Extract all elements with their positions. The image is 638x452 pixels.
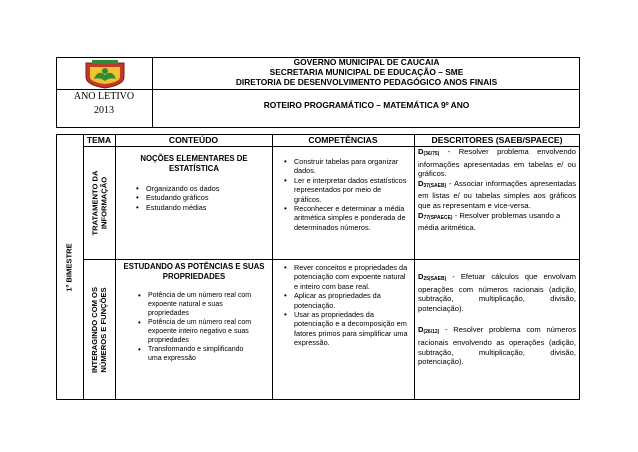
row2-conteudo	[118, 262, 270, 363]
descritor-item: $D_{77(SPAECE)}$ - Resolver problemas usando a média aritmética.	[418, 210, 561, 233]
row1-descritores	[418, 147, 576, 233]
col-header-competencias: COMPETÊNCIAS	[308, 135, 378, 145]
header-line-2: SECRETARIA MUNICIPAL DE EDUCAÇÃO – SME	[269, 67, 464, 77]
row1-conteudo-title: NOÇÕES ELEMENTARES DE ESTATÍSTICA	[140, 154, 248, 173]
list-item: • Estudando médias	[134, 203, 270, 212]
logo	[82, 59, 128, 89]
list-item: • Rever conceitos e propriedades da potenciação com expoente natural e inteiro com base real.	[282, 263, 410, 291]
list-item: • Potência de um número real com expoente inteiro negativo e suas propriedades	[136, 318, 258, 345]
descritor-item: $D_{(26/12)}$ - Resolver problema com números racionais envolvendo as operações (adição, subtração, multiplicação, divisão, potenciação).	[418, 325, 576, 367]
row1-tema	[83, 147, 115, 259]
ano-letivo-label: ANO LETIVO	[73, 91, 135, 102]
descritor-item: $D_{37(SAEB)}$ - Associar informações apresentadas em listas e/ ou tabelas simples aos gráficos que as representam e vice-versa.	[418, 178, 576, 210]
list-item: • Ler e interpretar dados estatísticos representados por meio de gráficos.	[282, 176, 408, 204]
row2-tema-text: INTERAGINDO COM OS NÚMEROS E FUNÇÕES	[90, 286, 109, 374]
col-divider-2	[115, 134, 116, 400]
row2-tema	[83, 260, 115, 400]
row2-competencias	[282, 263, 410, 348]
list-item: • Organizando os dados	[134, 184, 270, 193]
row1-conteudo	[118, 154, 270, 212]
list-item: • Aplicar as propriedades da potenciação.	[282, 291, 410, 310]
roteiro-title: ROTEIRO PROGRAMÁTICO – MATEMÁTICA 9º ANO	[263, 100, 470, 110]
row1-competencias	[282, 157, 408, 232]
ano-letivo-value: 2013	[94, 105, 114, 116]
bimestre-label	[56, 134, 83, 400]
row1-conteudo-list	[118, 184, 270, 212]
descritor-item: $D_{(36/75)}$ - Resolver problema envolvendo informações apresentadas em tabelas e/ ou gráficos.	[418, 147, 576, 179]
header-line-1: GOVERNO MUNICIPAL DE CAUCAIA	[293, 57, 440, 67]
col-header-conteudo: CONTEÚDO	[168, 135, 219, 145]
list-item: • Construir tabelas para organizar dados.	[282, 157, 408, 176]
list-item: • Estudando gráficos	[134, 193, 270, 202]
row2-conteudo-title: ESTUDANDO AS POTÊNCIAS E SUAS PROPRIEDADES	[123, 262, 265, 281]
list-item: • Reconhecer e determinar a média aritmética simples e ponderada de determinados números.	[282, 204, 408, 232]
col-header-descritores: DESCRITORES (SAEB/SPAECE)	[431, 135, 563, 145]
row2-conteudo-list	[118, 291, 270, 363]
col-header-tema: TEMA	[86, 135, 112, 145]
col-divider-4	[414, 134, 415, 400]
row-divider	[83, 259, 580, 260]
list-item: • Transformando e simplificando uma expressão	[136, 345, 258, 363]
list-item: • Potência de um número real com expoente natural e suas propriedades	[136, 291, 258, 318]
row2-descritores	[418, 272, 576, 367]
caucaia-coat-of-arms-icon	[82, 59, 128, 89]
col-divider-3	[272, 134, 273, 400]
descritor-item: $D_{25(SAEB)}$ - Efetuar cálculos que envolvam operações com números racionais (adição, subtração, multiplicação, divisão, potenciação).	[418, 272, 576, 313]
bimestre-text: 1º BIMESTRE	[65, 242, 74, 292]
list-item: • Usar as propriedades da potenciação e a decomposição em fatores primos para simplificar uma expressão.	[282, 310, 410, 348]
header-line-3: DIRETORIA DE DESENVOLVIMENTO PEDAGÓGICO ANOS FINAIS	[235, 77, 498, 87]
row1-tema-text: TRATAMENTO DA INFORMAÇÃO	[90, 170, 108, 236]
